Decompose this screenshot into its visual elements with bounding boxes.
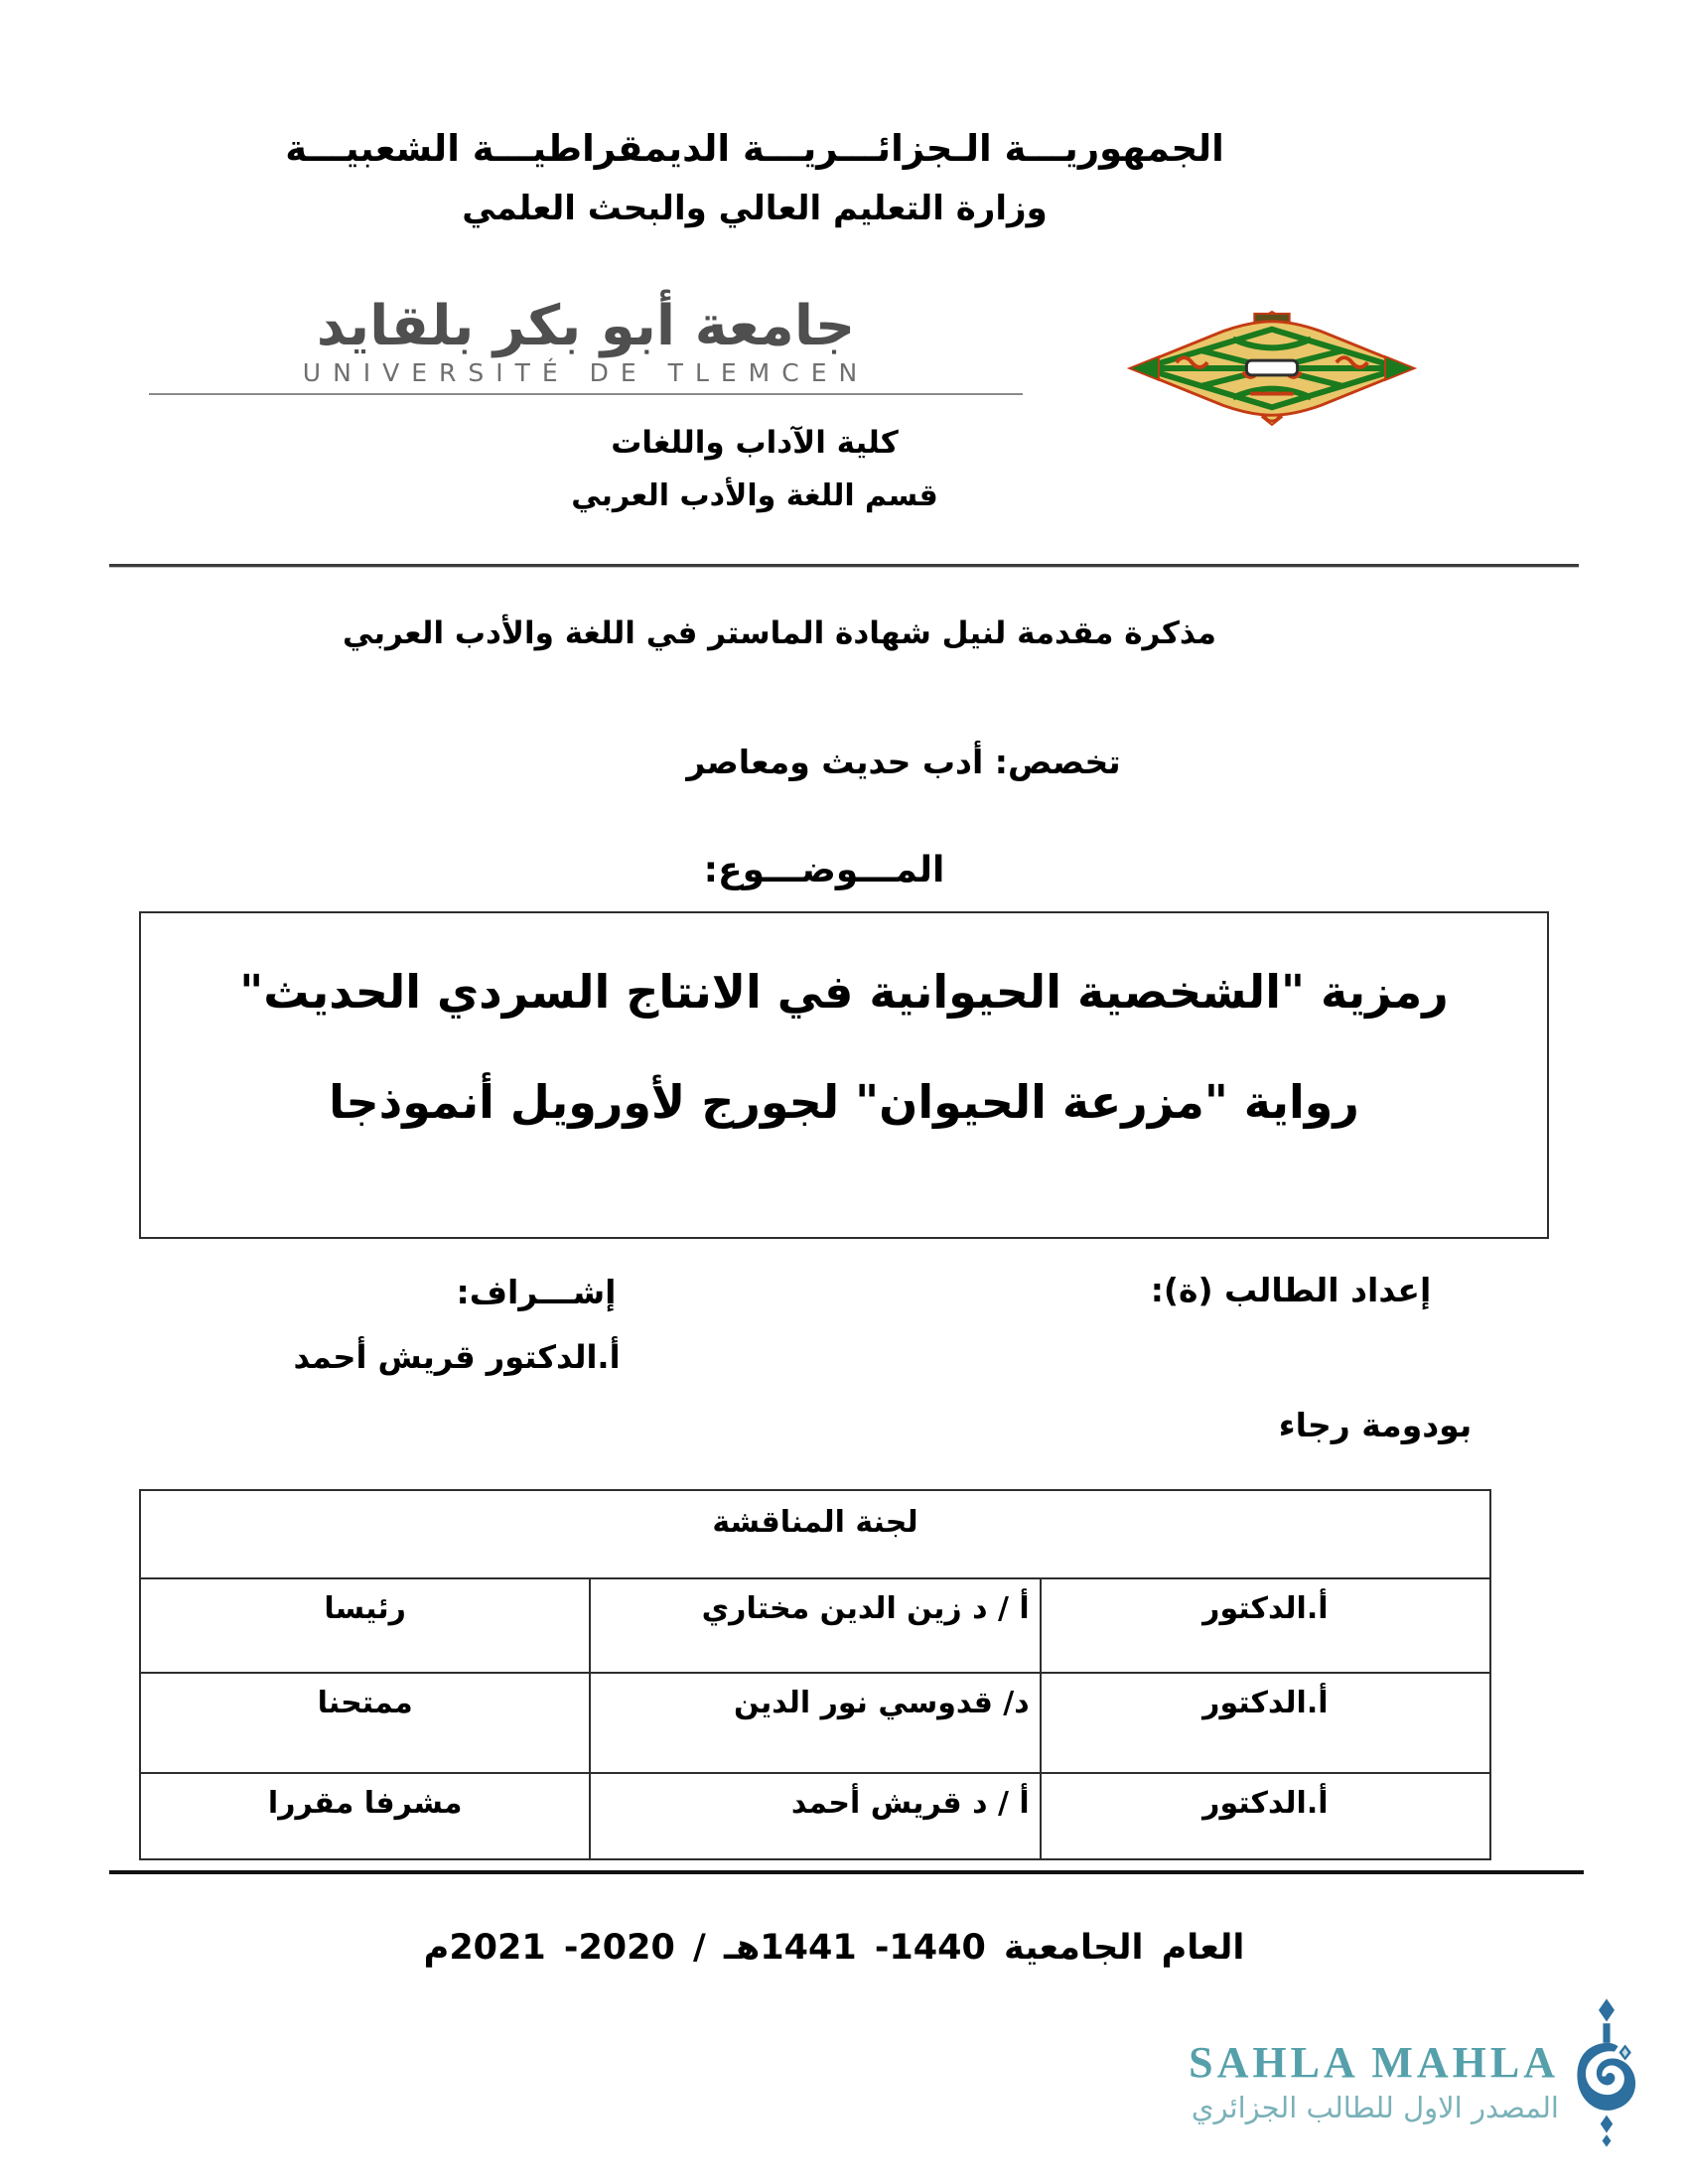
university-logo [149,294,1023,395]
bottom-divider [109,1870,1584,1874]
member-role: مشرفا مقررا [140,1773,590,1859]
top-divider [109,564,1579,567]
committee-header-row [140,1490,1490,1578]
university-emblem-icon [1120,310,1424,427]
department-title: قسم اللغة والأدب العربي [571,478,938,513]
committee-title: لجنة المناقشة [140,1490,1490,1578]
committee-row-examiner [140,1673,1490,1773]
subject-label: المـــوضـــوع: [703,850,945,890]
academic-year: العام الجامعية 1440- 1441هـ / 2020- 2021م [423,1928,1245,1968]
watermark-tagline: المصدر الاول للطالب الجزائري [1191,2091,1559,2124]
committee-row-supervisor [140,1773,1490,1859]
watermark-calligraphy-icon [1567,1989,1646,2156]
member-name: أ / د قريش أحمد [590,1773,1040,1859]
republic-title: الجمهوريـــة الـجزائـــريـــة الديمقراطيـــة الشعبيـــة [285,127,1224,170]
member-name: أ / د زين الدين مختاري [590,1578,1040,1673]
supervisor-name: أ.الدكتور قريش أحمد [293,1338,621,1376]
member-role: ممتحنا [140,1673,590,1773]
ministry-title: وزارة التعليم العالي والبحث العلمي [462,189,1048,228]
degree-statement: مذكرة مقدمة لنيل شهادة الماستر في اللغة والأدب العربي [343,615,1216,651]
watermark-brand-text: SAHLA MAHLA [1189,2038,1559,2087]
student-name: بودومة رجاء [1278,1406,1473,1444]
supervisor-label: إشـــراف: [456,1273,617,1311]
committee-table [139,1489,1491,1860]
specialty-line: تخصص: أدب حديث ومعاصر [686,743,1121,781]
committee-row-president [140,1578,1490,1673]
thesis-title-box [139,911,1549,1239]
student-label: إعداد الطالب (ة): [1150,1271,1432,1309]
faculty-title: كلية الآداب واللغات [611,425,899,461]
university-logo-french-text: UNIVERSITÉ DE TLEMCEN [302,357,870,387]
member-title: أ.الدكتور [1041,1773,1490,1859]
thesis-title-line2: رواية "مزرعة الحيوان" لجورج لأورويل أنموذجا [329,1075,1359,1130]
university-logo-arabic-text: جامعة أبو بكر بلقايد [316,294,856,358]
member-role: رئيسا [140,1578,590,1673]
member-title: أ.الدكتور [1041,1673,1490,1773]
member-name: د/ قدوسي نور الدين [590,1673,1040,1773]
member-title: أ.الدكتور [1041,1578,1490,1673]
thesis-title-line1: رمزية "الشخصية الحيوانية في الانتاج السردي الحديث" [239,965,1449,1019]
